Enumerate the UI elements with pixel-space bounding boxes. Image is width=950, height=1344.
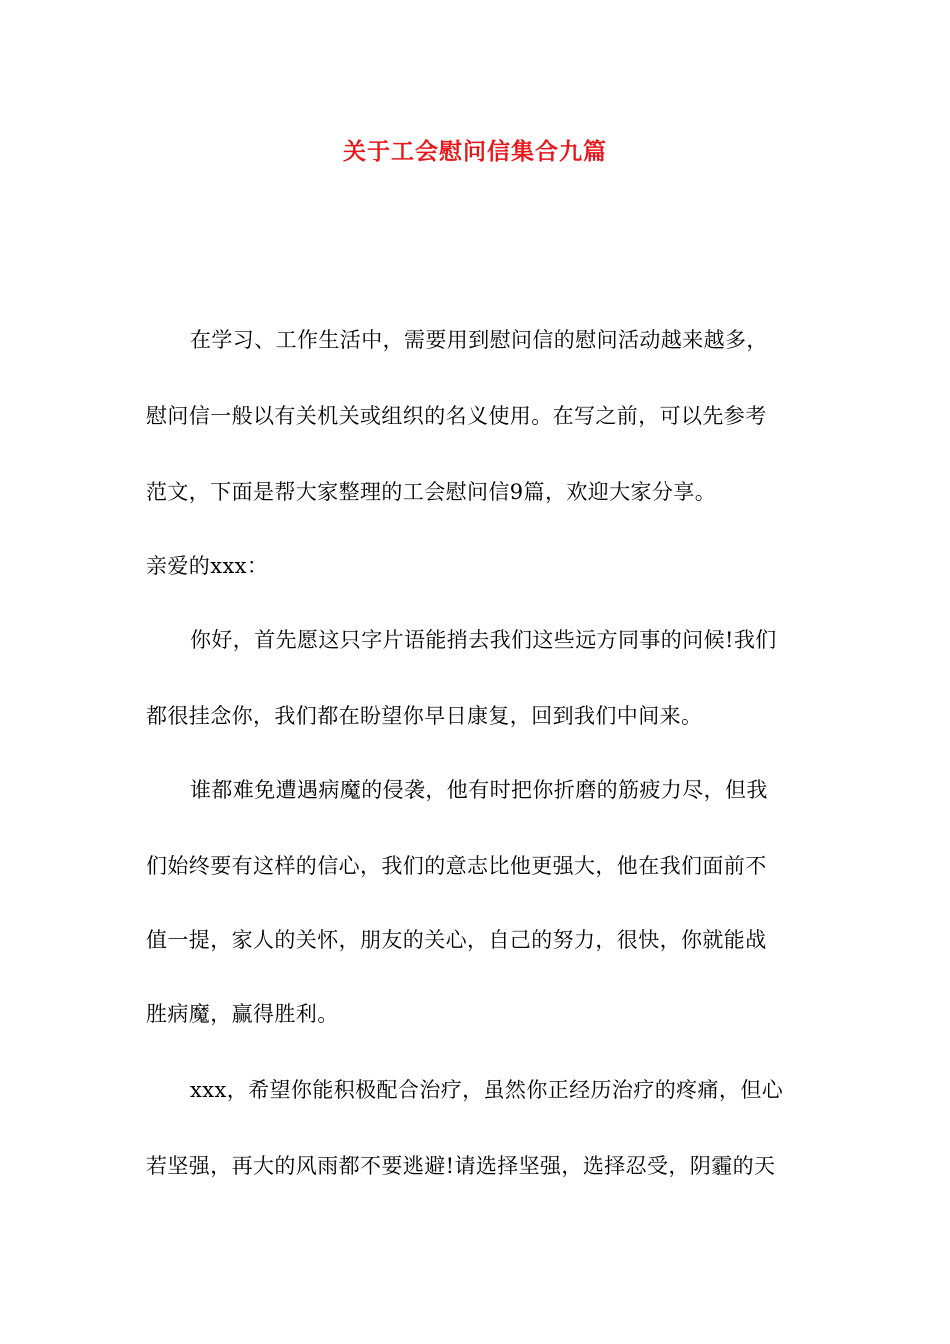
paragraph-line: 值一提，家人的关怀，朋友的关心，自己的努力，很快，你就能战 xyxy=(146,928,767,952)
paragraph-line: 谁都难免遭遇病魔的侵袭，他有时把你折磨的筋疲力尽，但我 xyxy=(190,778,768,802)
paragraph-line: 胜病魔，赢得胜利。 xyxy=(146,1002,339,1026)
paragraph-line: xxx，希望你能积极配合治疗，虽然你正经历治疗的疼痛，但心 xyxy=(190,1078,784,1102)
document-title: 关于工会慰问信集合九篇 xyxy=(343,138,607,165)
paragraph-line: 在学习、工作生活中，需要用到慰问信的慰问活动越来越多， xyxy=(190,328,768,352)
paragraph-line: 慰问信一般以有关机关或组织的名义使用。在写之前，可以先参考 xyxy=(146,404,767,428)
paragraph-line: 范文，下面是帮大家整理的工会慰问信9篇，欢迎大家分享。 xyxy=(146,480,717,504)
paragraph-line: 若坚强，再大的风雨都不要逃避!请选择坚强，选择忍受，阴霾的天 xyxy=(146,1154,776,1178)
paragraph-line: 们始终要有这样的信心，我们的意志比他更强大，他在我们面前不 xyxy=(146,854,767,878)
salutation-line: 亲爱的xxx： xyxy=(146,554,269,578)
paragraph-line: 你好，首先愿这只字片语能捎去我们这些远方同事的问候!我们 xyxy=(190,628,777,652)
paragraph-line: 都很挂念你，我们都在盼望你早日康复，回到我们中间来。 xyxy=(146,704,703,728)
